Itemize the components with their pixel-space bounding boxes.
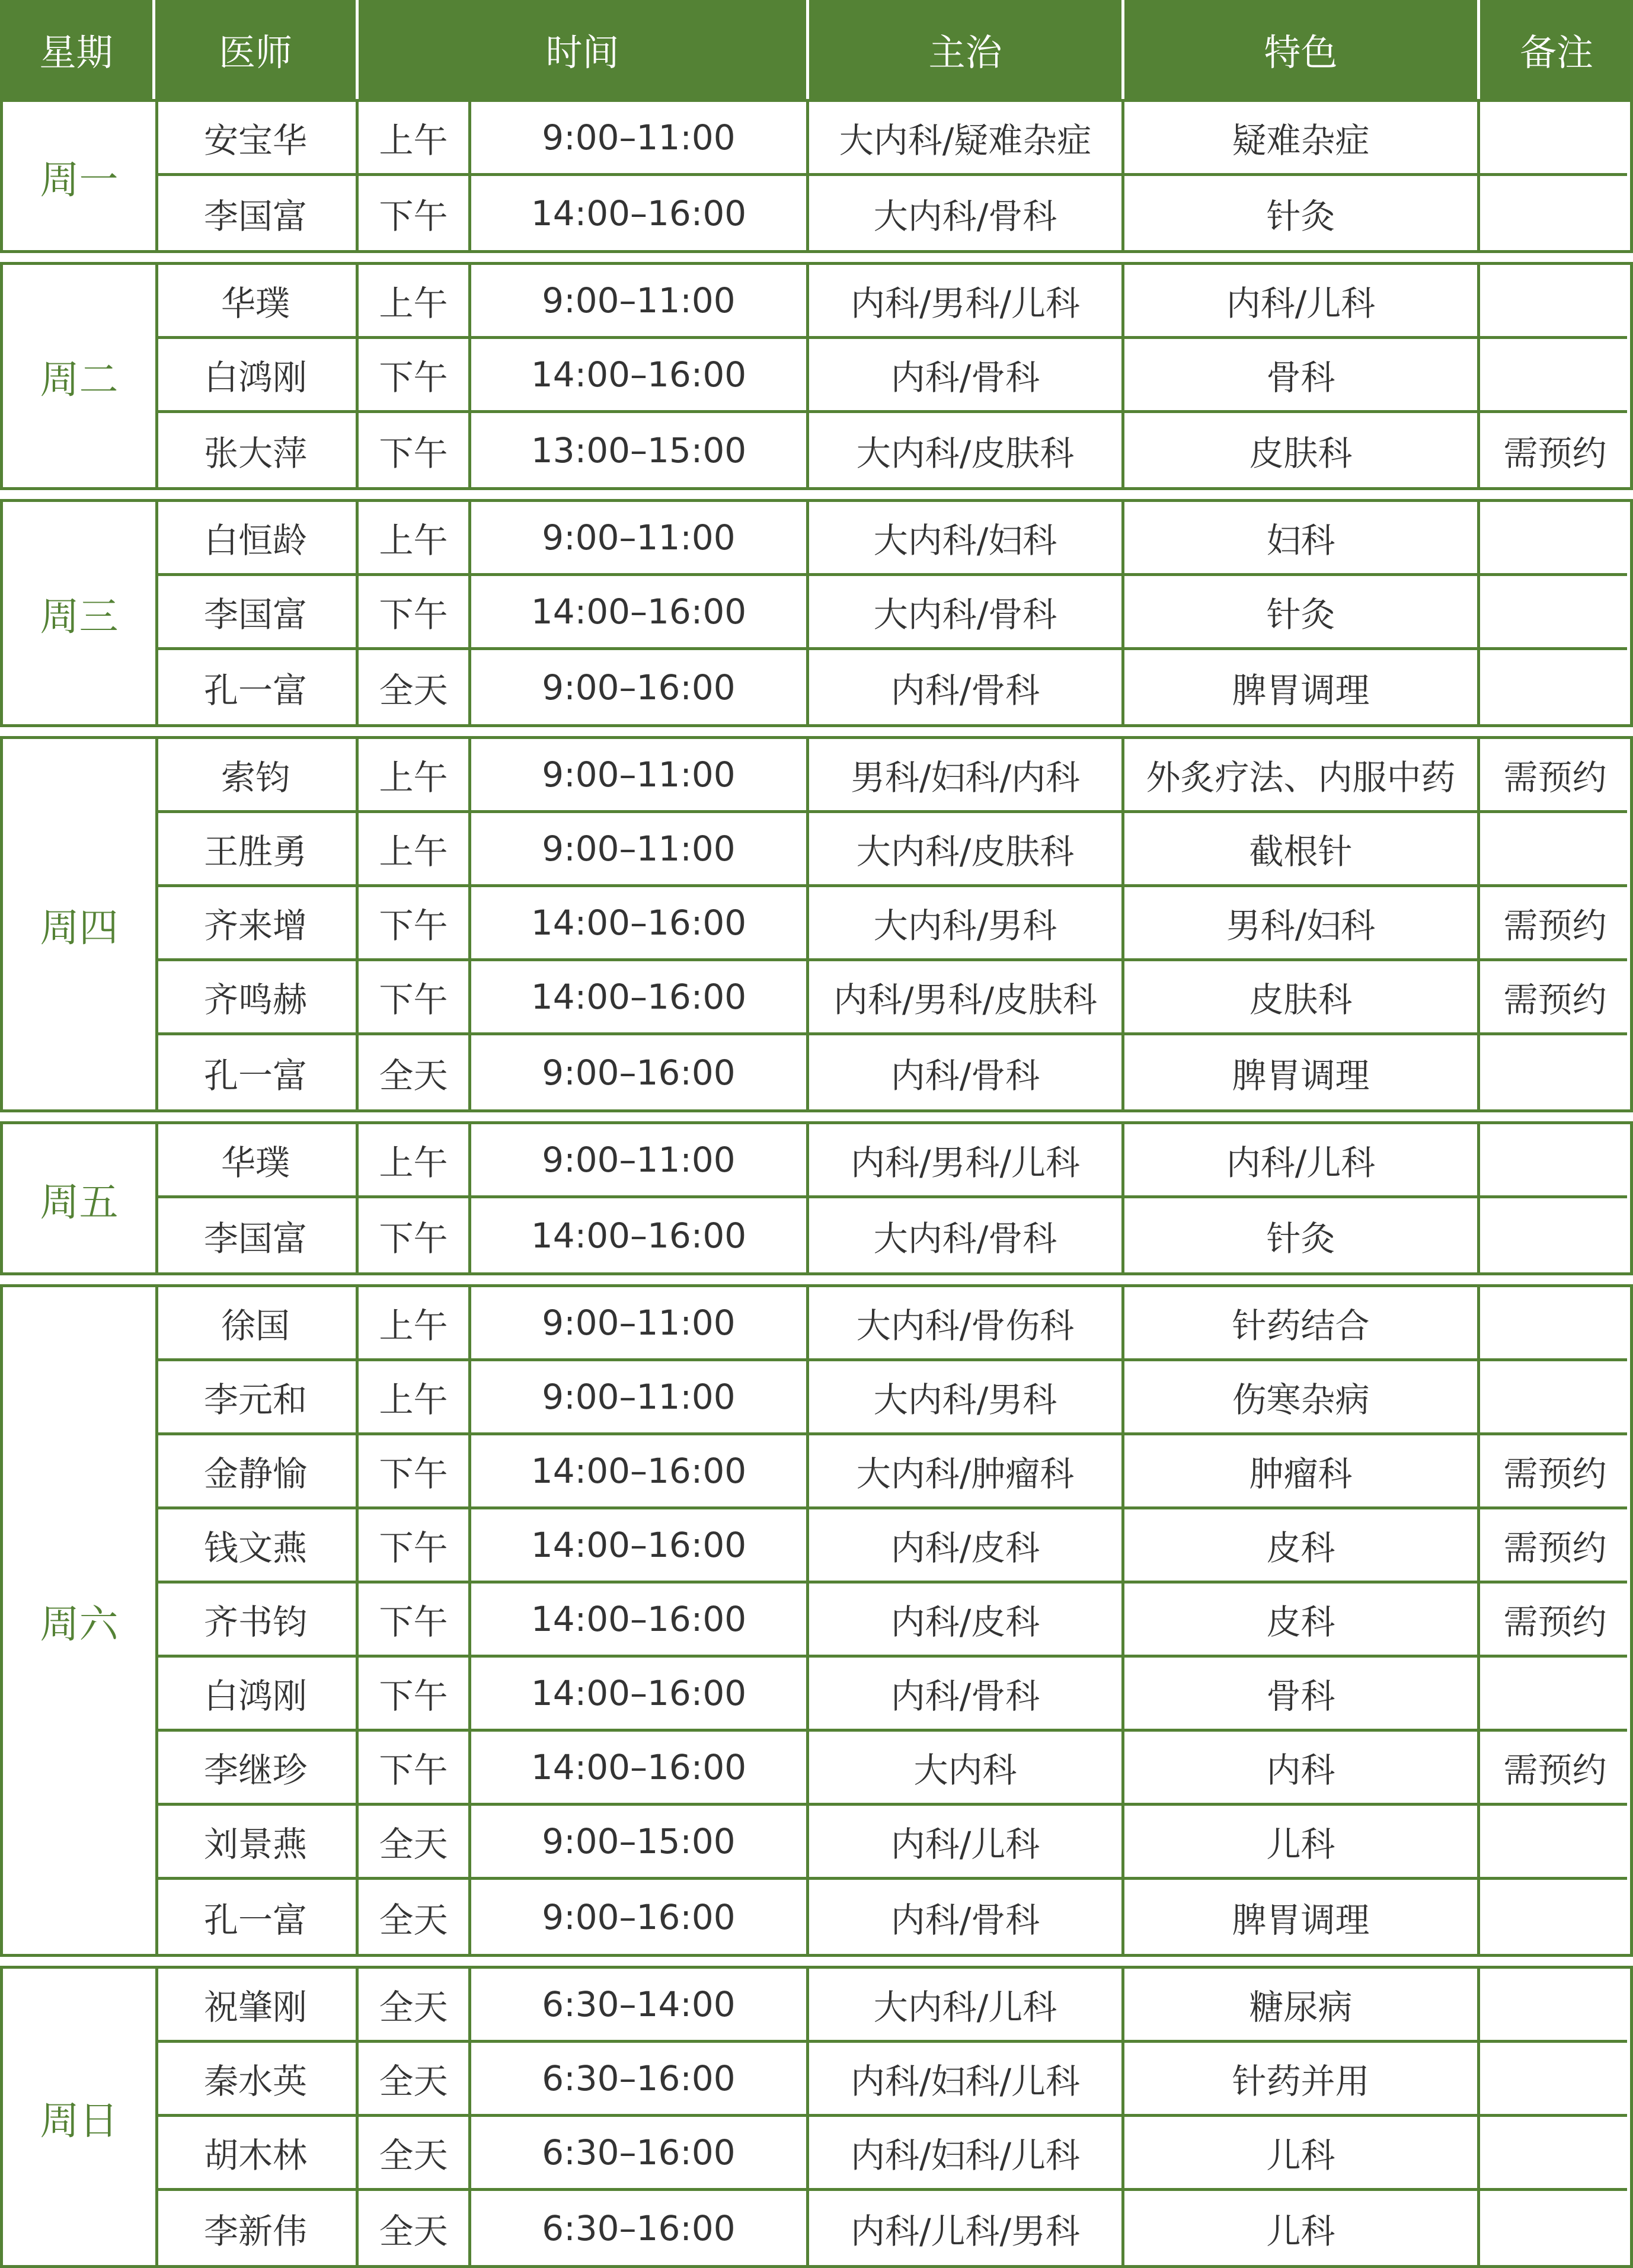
table-row xyxy=(155,1880,1627,1954)
doctor-name: 秦水英 xyxy=(155,2043,359,2114)
main-specialty-cell: 内科/骨科 xyxy=(809,1658,1124,1729)
main-specialty-cell: 内科/皮科 xyxy=(809,1584,1124,1655)
feature-cell: 脾胃调理 xyxy=(1124,1880,1480,1954)
time-cell: 14:00–16:00 xyxy=(471,176,809,250)
doctor-name: 齐来增 xyxy=(155,887,359,958)
time-cell: 6:30–16:00 xyxy=(471,2043,809,2114)
time-cell: 9:00–11:00 xyxy=(471,502,809,573)
session-cell: 下午 xyxy=(359,339,471,410)
table-row xyxy=(155,502,1627,576)
time-cell: 9:00–16:00 xyxy=(471,1035,809,1109)
session-cell: 下午 xyxy=(359,1584,471,1655)
feature-cell: 骨科 xyxy=(1124,1658,1480,1729)
feature-cell: 肿瘤科 xyxy=(1124,1435,1480,1506)
feature-cell: 针灸 xyxy=(1124,576,1480,647)
note-cell xyxy=(1480,1035,1630,1109)
table-row xyxy=(155,1035,1627,1109)
note-cell xyxy=(1480,2043,1630,2114)
table-row xyxy=(155,265,1627,339)
main-specialty-cell: 内科/骨科 xyxy=(809,650,1124,724)
time-cell: 13:00–15:00 xyxy=(471,413,809,487)
doctor-name: 华璞 xyxy=(155,1124,359,1195)
main-specialty-cell: 大内科/疑难杂症 xyxy=(809,102,1124,173)
time-cell: 9:00–16:00 xyxy=(471,1880,809,1954)
session-cell: 下午 xyxy=(359,1732,471,1803)
time-cell: 14:00–16:00 xyxy=(471,1198,809,1272)
main-specialty-cell: 大内科/男科 xyxy=(809,1361,1124,1432)
doctor-name: 齐书钧 xyxy=(155,1584,359,1655)
time-cell: 9:00–15:00 xyxy=(471,1806,809,1877)
weekday-label: 周二 xyxy=(3,265,158,487)
day-group xyxy=(0,1966,1633,2268)
main-specialty-cell: 大内科/骨伤科 xyxy=(809,1287,1124,1358)
table-row xyxy=(155,413,1627,487)
day-group xyxy=(0,1284,1633,1957)
note-cell xyxy=(1480,176,1630,250)
feature-cell: 儿科 xyxy=(1124,2117,1480,2188)
session-cell: 下午 xyxy=(359,413,471,487)
table-row xyxy=(155,650,1627,724)
doctor-name: 李元和 xyxy=(155,1361,359,1432)
doctor-name: 华璞 xyxy=(155,265,359,336)
feature-cell: 针灸 xyxy=(1124,176,1480,250)
table-row xyxy=(155,961,1627,1035)
note-cell: 需预约 xyxy=(1503,1528,1607,1568)
feature-cell: 儿科 xyxy=(1124,1806,1480,1877)
table-row xyxy=(155,102,1627,176)
table-row xyxy=(155,576,1627,650)
doctor-name: 白恒龄 xyxy=(155,502,359,573)
table-row xyxy=(155,1287,1627,1361)
note-cell xyxy=(1480,813,1630,884)
time-cell: 14:00–16:00 xyxy=(471,1509,809,1581)
main-specialty-cell: 大内科/骨科 xyxy=(809,176,1124,250)
session-cell: 下午 xyxy=(359,176,471,250)
session-cell: 上午 xyxy=(359,739,471,810)
time-cell: 14:00–16:00 xyxy=(471,887,809,958)
feature-cell: 伤寒杂病 xyxy=(1124,1361,1480,1432)
feature-cell: 皮肤科 xyxy=(1124,961,1480,1032)
doctor-name: 白鸿刚 xyxy=(155,1658,359,1729)
main-specialty-cell: 大内科/皮肤科 xyxy=(809,813,1124,884)
header-doctor: 医师 xyxy=(155,0,359,99)
weekday-label: 周六 xyxy=(3,1287,158,1954)
table-row xyxy=(155,1732,1627,1806)
session-cell: 下午 xyxy=(359,1509,471,1581)
time-cell: 14:00–16:00 xyxy=(471,1584,809,1655)
time-cell: 9:00–11:00 xyxy=(471,265,809,336)
doctor-name: 徐国 xyxy=(155,1287,359,1358)
doctor-name: 李国富 xyxy=(155,576,359,647)
session-cell: 下午 xyxy=(359,961,471,1032)
note-cell xyxy=(1480,650,1630,724)
time-cell: 14:00–16:00 xyxy=(471,1658,809,1729)
weekday-label: 周日 xyxy=(3,1969,158,2265)
main-specialty-cell: 大内科/妇科 xyxy=(809,502,1124,573)
session-cell: 上午 xyxy=(359,265,471,336)
time-cell: 14:00–16:00 xyxy=(471,1732,809,1803)
feature-cell: 儿科 xyxy=(1124,2191,1480,2265)
note-cell: 需预约 xyxy=(1503,433,1607,474)
table-row xyxy=(155,1806,1627,1880)
note-cell xyxy=(1480,339,1630,410)
doctor-name: 齐鸣赫 xyxy=(155,961,359,1032)
day-group xyxy=(0,499,1633,727)
session-cell: 下午 xyxy=(359,1435,471,1506)
main-specialty-cell: 内科/皮科 xyxy=(809,1509,1124,1581)
note-cell xyxy=(1480,1287,1630,1358)
weekday-label: 周四 xyxy=(3,739,158,1109)
feature-cell: 皮科 xyxy=(1124,1584,1480,1655)
main-specialty-cell: 大内科/肿瘤科 xyxy=(809,1435,1124,1506)
feature-cell: 内科/儿科 xyxy=(1124,1124,1480,1195)
note-cell: 需预约 xyxy=(1503,1750,1607,1790)
main-specialty-cell: 内科/骨科 xyxy=(809,1035,1124,1109)
note-cell xyxy=(1480,1969,1630,2040)
doctor-name: 张大萍 xyxy=(155,413,359,487)
session-cell: 下午 xyxy=(359,1198,471,1272)
session-cell: 上午 xyxy=(359,502,471,573)
session-cell: 全天 xyxy=(359,2117,471,2188)
note-cell xyxy=(1480,2191,1630,2265)
time-cell: 14:00–16:00 xyxy=(471,339,809,410)
feature-cell: 截根针 xyxy=(1124,813,1480,884)
day-group xyxy=(0,736,1633,1112)
session-cell: 全天 xyxy=(359,1969,471,2040)
time-cell: 6:30–14:00 xyxy=(471,1969,809,2040)
doctor-name: 胡木林 xyxy=(155,2117,359,2188)
doctor-name: 金静愉 xyxy=(155,1435,359,1506)
doctor-name: 李国富 xyxy=(155,176,359,250)
note-cell xyxy=(1480,1880,1630,1954)
table-row xyxy=(155,339,1627,413)
table-row xyxy=(155,1435,1627,1509)
doctor-name: 李国富 xyxy=(155,1198,359,1272)
note-cell xyxy=(1480,2117,1630,2188)
note-cell xyxy=(1480,1198,1630,1272)
table-row xyxy=(155,1198,1627,1272)
note-cell xyxy=(1480,1361,1630,1432)
doctor-name: 李继珍 xyxy=(155,1732,359,1803)
doctor-name: 刘景燕 xyxy=(155,1806,359,1877)
note-cell xyxy=(1480,265,1630,336)
doctor-name: 孔一富 xyxy=(155,1035,359,1109)
session-cell: 上午 xyxy=(359,813,471,884)
note-cell xyxy=(1480,1124,1630,1195)
session-cell: 上午 xyxy=(359,102,471,173)
day-group xyxy=(0,1121,1633,1275)
feature-cell: 骨科 xyxy=(1124,339,1480,410)
session-cell: 全天 xyxy=(359,2191,471,2265)
table-row xyxy=(155,739,1627,813)
doctor-name: 祝肇刚 xyxy=(155,1969,359,2040)
main-specialty-cell: 大内科/骨科 xyxy=(809,1198,1124,1272)
table-row xyxy=(155,176,1627,250)
time-cell: 9:00–16:00 xyxy=(471,650,809,724)
table-row xyxy=(155,1658,1627,1732)
header-feature: 特色 xyxy=(1124,0,1480,99)
main-specialty-cell: 男科/妇科/内科 xyxy=(809,739,1124,810)
note-cell xyxy=(1480,1806,1630,1877)
feature-cell: 脾胃调理 xyxy=(1124,650,1480,724)
feature-cell: 皮肤科 xyxy=(1124,413,1480,487)
session-cell: 上午 xyxy=(359,1124,471,1195)
feature-cell: 男科/妇科 xyxy=(1124,887,1480,958)
doctor-name: 白鸿刚 xyxy=(155,339,359,410)
session-cell: 全天 xyxy=(359,1806,471,1877)
main-specialty-cell: 内科/男科/儿科 xyxy=(809,1124,1124,1195)
weekday-label: 周五 xyxy=(3,1124,158,1272)
main-specialty-cell: 大内科/皮肤科 xyxy=(809,413,1124,487)
session-cell: 全天 xyxy=(359,1880,471,1954)
table-row xyxy=(155,2043,1627,2117)
doctor-name: 孔一富 xyxy=(155,1880,359,1954)
doctor-name: 索钧 xyxy=(155,739,359,810)
main-specialty-cell: 大内科/儿科 xyxy=(809,1969,1124,2040)
main-specialty-cell: 大内科/男科 xyxy=(809,887,1124,958)
day-group xyxy=(0,99,1633,253)
note-cell xyxy=(1480,576,1630,647)
feature-cell: 针药并用 xyxy=(1124,2043,1480,2114)
feature-cell: 外炙疗法、内服中药 xyxy=(1124,739,1480,810)
time-cell: 14:00–16:00 xyxy=(471,1435,809,1506)
feature-cell: 内科/儿科 xyxy=(1124,265,1480,336)
feature-cell: 皮科 xyxy=(1124,1509,1480,1581)
session-cell: 上午 xyxy=(359,1361,471,1432)
main-specialty-cell: 内科/男科/儿科 xyxy=(809,265,1124,336)
session-cell: 全天 xyxy=(359,650,471,724)
feature-cell: 脾胃调理 xyxy=(1124,1035,1480,1109)
doctor-name: 钱文燕 xyxy=(155,1509,359,1581)
main-specialty-cell: 内科/妇科/儿科 xyxy=(809,2043,1124,2114)
session-cell: 全天 xyxy=(359,1035,471,1109)
time-cell: 9:00–11:00 xyxy=(471,1361,809,1432)
table-row xyxy=(155,1584,1627,1658)
main-specialty-cell: 内科/儿科/男科 xyxy=(809,2191,1124,2265)
header-main: 主治 xyxy=(809,0,1124,99)
main-specialty-cell: 内科/妇科/儿科 xyxy=(809,2117,1124,2188)
time-cell: 9:00–11:00 xyxy=(471,102,809,173)
feature-cell: 妇科 xyxy=(1124,502,1480,573)
table-row xyxy=(155,2117,1627,2191)
main-specialty-cell: 内科/骨科 xyxy=(809,339,1124,410)
header-time: 时间 xyxy=(359,0,809,99)
weekday-label: 周一 xyxy=(3,102,158,250)
note-cell: 需预约 xyxy=(1503,1454,1607,1494)
main-specialty-cell: 内科/男科/皮肤科 xyxy=(809,961,1124,1032)
doctor-name: 安宝华 xyxy=(155,102,359,173)
note-cell: 需预约 xyxy=(1503,906,1607,946)
doctor-name: 王胜勇 xyxy=(155,813,359,884)
time-cell: 9:00–11:00 xyxy=(471,1287,809,1358)
time-cell: 14:00–16:00 xyxy=(471,961,809,1032)
note-cell xyxy=(1480,1658,1630,1729)
table-row xyxy=(155,1509,1627,1584)
feature-cell: 内科 xyxy=(1124,1732,1480,1803)
note-cell: 需预约 xyxy=(1503,1602,1607,1642)
doctor-name: 孔一富 xyxy=(155,650,359,724)
session-cell: 下午 xyxy=(359,576,471,647)
table-row xyxy=(155,813,1627,887)
feature-cell: 针灸 xyxy=(1124,1198,1480,1272)
weekday-label: 周三 xyxy=(3,502,158,724)
main-specialty-cell: 内科/骨科 xyxy=(809,1880,1124,1954)
table-row xyxy=(155,887,1627,961)
main-specialty-cell: 大内科 xyxy=(809,1732,1124,1803)
time-cell: 9:00–11:00 xyxy=(471,813,809,884)
session-cell: 下午 xyxy=(359,1658,471,1729)
note-cell xyxy=(1480,502,1630,573)
day-group xyxy=(0,262,1633,490)
session-cell: 上午 xyxy=(359,1287,471,1358)
time-cell: 6:30–16:00 xyxy=(471,2191,809,2265)
session-cell: 全天 xyxy=(359,2043,471,2114)
main-specialty-cell: 内科/儿科 xyxy=(809,1806,1124,1877)
table-row xyxy=(155,1969,1627,2043)
feature-cell: 疑难杂症 xyxy=(1124,102,1480,173)
header-note: 备注 xyxy=(1519,31,1593,74)
table-row xyxy=(155,1361,1627,1435)
feature-cell: 针药结合 xyxy=(1124,1287,1480,1358)
session-cell: 下午 xyxy=(359,887,471,958)
header-weekday: 星期 xyxy=(0,0,155,99)
time-cell: 6:30–16:00 xyxy=(471,2117,809,2188)
feature-cell: 糖尿病 xyxy=(1124,1969,1480,2040)
time-cell: 9:00–11:00 xyxy=(471,1124,809,1195)
note-cell xyxy=(1480,102,1630,173)
main-specialty-cell: 大内科/骨科 xyxy=(809,576,1124,647)
table-row xyxy=(155,1124,1627,1198)
table-row xyxy=(155,2191,1627,2265)
time-cell: 14:00–16:00 xyxy=(471,576,809,647)
note-cell: 需预约 xyxy=(1503,980,1607,1020)
doctor-name: 李新伟 xyxy=(155,2191,359,2265)
table-header xyxy=(0,0,1633,99)
time-cell: 9:00–11:00 xyxy=(471,739,809,810)
note-cell: 需预约 xyxy=(1503,757,1607,798)
